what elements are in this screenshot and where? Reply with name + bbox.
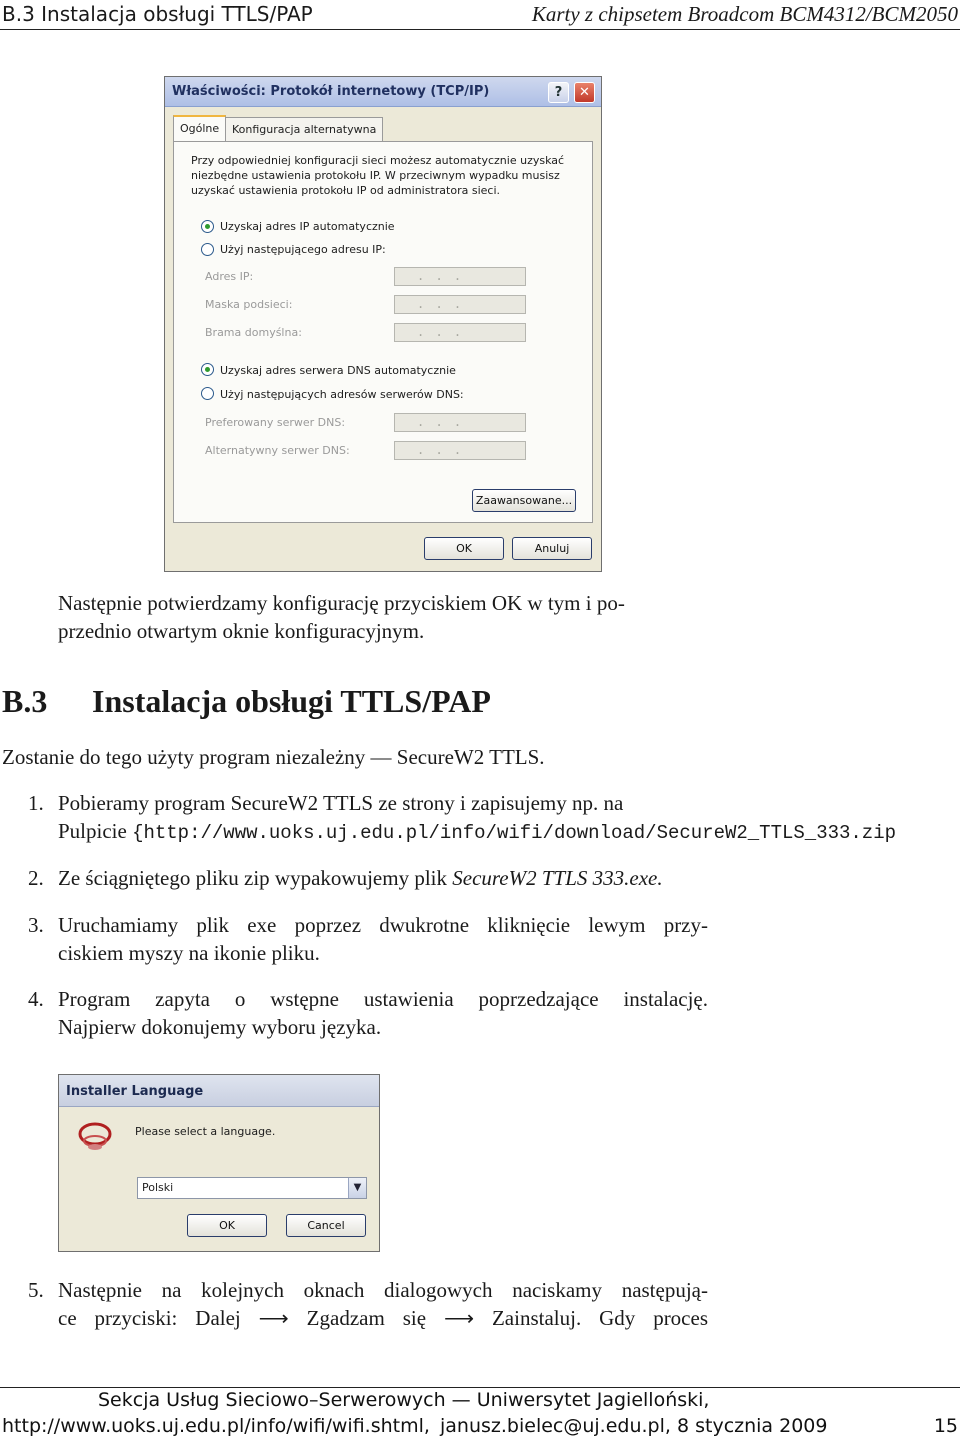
intro-line: Przy odpowiedniej konfiguracji sieci możesz automatycznie uzyskać (191, 154, 565, 167)
section-number: B.3 (2, 683, 48, 719)
intro-line: niezbędne ustawienia protokołu IP. W przeciwnym wypadku musisz (191, 169, 560, 182)
step5-line2: ce przyciski: Dalej ⟶ Zgadzam się ⟶ Zainstaluj. Gdy proces (58, 1306, 708, 1330)
dialog-titlebar (165, 77, 601, 107)
confirm-line: Następnie potwierdzamy konfigurację przyciskiem OK w tym i po- (58, 591, 625, 615)
close-icon[interactable]: ✕ (574, 82, 595, 103)
tab-general[interactable]: Ogólne (173, 115, 226, 141)
advanced-button[interactable]: Zaawansowane... (472, 489, 576, 512)
footer-contact-date: janusz.bielec@uj.edu.pl, 8 stycznia 2009 (440, 1415, 828, 1437)
radio-dns-manual-label: Użyj następujących adresów serwerów DNS: (220, 388, 464, 401)
alternate-dns-input[interactable]: . . . (394, 441, 526, 460)
installer-language-dialog (58, 1074, 380, 1252)
help-button[interactable]: ? (548, 82, 569, 103)
step-number: 5. (28, 1278, 44, 1302)
dialog-title: Właściwości: Protokół internetowy (TCP/IP) (172, 84, 490, 99)
ip-address-label: Adres IP: (205, 270, 254, 283)
section-heading (2, 683, 491, 720)
language-select[interactable] (137, 1177, 367, 1199)
installer-cancel-button[interactable]: Cancel (286, 1214, 366, 1237)
header-section-title: B.3 Instalacja obsługi TTLS/PAP (2, 2, 313, 26)
chevron-down-icon[interactable]: ▼ (348, 1178, 366, 1198)
step1-line1: Pobieramy program SecureW2 TTLS ze strony i zapisujemy np. na (58, 791, 624, 815)
footer-url[interactable]: http://www.uoks.uj.edu.pl/info/wifi/wifi.shtml, (2, 1415, 430, 1437)
preferred-dns-input[interactable]: . . . (394, 413, 526, 432)
radio-dns-manual[interactable] (201, 387, 214, 400)
radio-dns-auto[interactable] (201, 363, 214, 376)
section-intro: Zostanie do tego użyty program niezależny — SecureW2 TTLS. (2, 745, 545, 769)
step4-line1: Program zapyta o wstępne ustawienia poprzedzające instalację. (58, 987, 708, 1011)
radio-ip-auto-label: Uzyskaj adres IP automatycznie (220, 220, 395, 233)
intro-line: uzyskać ustawienia protokołu IP od administratora sieci. (191, 184, 500, 197)
ok-button[interactable]: OK (424, 537, 504, 560)
step-number: 1. (28, 791, 44, 815)
installer-prompt: Please select a language. (135, 1125, 276, 1138)
preferred-dns-label: Preferowany serwer DNS: (205, 416, 346, 429)
cancel-button[interactable]: Anuluj (512, 537, 592, 560)
step3-line2: ciskiem myszy na ikonie pliku. (58, 941, 320, 965)
language-select-value: Polski (142, 1181, 174, 1194)
gateway-label: Brama domyślna: (205, 326, 302, 339)
tab-panel (173, 141, 593, 523)
running-header (0, 0, 960, 30)
step4-line2: Najpierw dokonujemy wyboru języka. (58, 1015, 382, 1039)
tcpip-properties-dialog (164, 76, 602, 572)
subnet-mask-input[interactable]: . . . (394, 295, 526, 314)
alternate-dns-label: Alternatywny serwer DNS: (205, 444, 350, 457)
download-link[interactable]: {http://www.uoks.uj.edu.pl/info/wifi/download/SecureW2_TTLS_333.zip (132, 822, 897, 844)
step2-line (58, 864, 663, 892)
step2-text: Ze ściągniętego pliku zip wypakowujemy plik (58, 866, 453, 890)
radio-ip-manual[interactable] (201, 243, 214, 256)
installer-title: Installer Language (66, 1084, 204, 1099)
tab-alternate-config[interactable]: Konfiguracja alternatywna (225, 117, 383, 141)
page-number: 15 (933, 1415, 958, 1437)
subnet-mask-label: Maska podsieci: (205, 298, 293, 311)
exe-filename: SecureW2 TTLS 333.exe. (452, 866, 663, 890)
step3-line1: Uruchamiamy plik exe poprzez dwukrotne kliknięcie lewym przy- (58, 913, 708, 937)
gateway-input[interactable]: . . . (394, 323, 526, 342)
radio-ip-auto[interactable] (201, 220, 214, 233)
step-number: 2. (28, 866, 44, 890)
installer-ok-button[interactable]: OK (187, 1214, 267, 1237)
confirm-line: przednio otwartym oknie konfiguracyjnym. (58, 619, 425, 643)
installer-logo-icon (75, 1119, 115, 1153)
section-title: Instalacja obsługi TTLS/PAP (92, 683, 491, 719)
step1-line2 (58, 817, 896, 847)
footer-rule (0, 1387, 960, 1388)
radio-ip-manual-label: Użyj następującego adresu IP: (220, 243, 386, 256)
ip-address-input[interactable]: . . . (394, 267, 526, 286)
step-number: 4. (28, 987, 44, 1011)
footer-institution: Sekcja Usług Sieciowo–Serwerowych — Uniwersytet Jagielloński, (98, 1389, 710, 1411)
step5-line1: Następnie na kolejnych oknach dialogowych naciskamy następują- (58, 1278, 708, 1302)
header-doc-title: Karty z chipsetem Broadcom BCM4312/BCM2050 (531, 2, 958, 26)
installer-titlebar (59, 1075, 379, 1107)
radio-dns-auto-label: Uzyskaj adres serwera DNS automatycznie (220, 364, 456, 377)
step1-text: Pulpicie (58, 819, 133, 843)
step-number: 3. (28, 913, 44, 937)
